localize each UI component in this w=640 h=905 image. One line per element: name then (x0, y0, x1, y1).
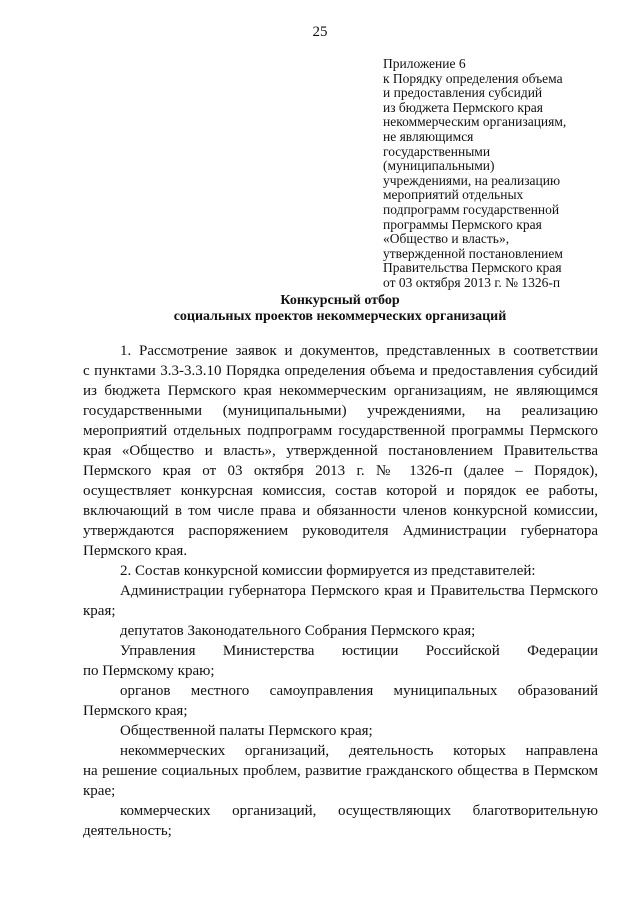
appendix-header (383, 57, 603, 291)
body-line: 2. Состав конкурсной комиссии формируется из представителей: (120, 563, 536, 579)
body-line: на решение социальных проблем, развитие гражданского общества в Пермском (83, 763, 598, 779)
page-number: 25 (312, 24, 328, 40)
body-line: Пермского края; (83, 703, 188, 719)
appendix-line: Приложение 6 (383, 56, 466, 71)
body-line: с пунктами 3.3-3.3.10 Порядка определения объема и предоставления субсидий (83, 363, 598, 379)
appendix-line: и предоставления субсидий (383, 85, 543, 101)
body-line: Пермского края. (83, 543, 188, 559)
body-line: края «Общество и власть», утвержденной постановлением Правительства (83, 443, 598, 459)
body-line: крае; (83, 783, 116, 799)
body-line: некоммерческих организаций, деятельность которых направлена (120, 743, 598, 759)
body-line: 1. Рассмотрение заявок и документов, представленных в соответствии (120, 343, 598, 359)
appendix-line: от 03 октября 2013 г. № 1326-п (383, 274, 561, 290)
appendix-line: не являющимся (383, 128, 474, 144)
body-line: коммерческих организаций, осуществляющих благотворительную (120, 803, 598, 819)
body-line: Администрации губернатора Пермского края и Правительства Пермского (120, 583, 598, 599)
body-line: из бюджета Пермского края некоммерческим организациям, не являющимся (83, 383, 598, 399)
body-line: края; (83, 603, 116, 619)
document-title: Конкурсный отбор (280, 293, 400, 308)
appendix-line: учреждениями, на реализацию (383, 172, 561, 188)
appendix-line: утвержденной постановлением (383, 245, 563, 261)
appendix-line: из бюджета Пермского края (383, 99, 543, 115)
body-line: Общественной палаты Пермского края; (120, 723, 373, 739)
appendix-line: (муниципальными) (383, 158, 495, 174)
body-line: осуществляет конкурсная комиссия, состав которой и порядок ее работы, (83, 483, 598, 499)
body-line: утверждаются распоряжением руководителя Администрации губернатора (83, 523, 598, 539)
body-line: Управления Министерства юстиции Российской Федерации (120, 643, 598, 659)
appendix-line: подпрограмм государственной (383, 201, 560, 217)
body-line: мероприятий отдельных подпрограмм государственной программы Пермского (83, 423, 598, 439)
body-line: органов местного самоуправления муниципальных образований (120, 683, 598, 699)
body-line: Пермского края от 03 октября 2013 г. № 1326-п (далее – Порядок), (83, 463, 598, 479)
body-line: деятельность; (83, 823, 172, 839)
body-line: по Пермскому краю; (83, 663, 215, 679)
appendix-line: некоммерческим организациям, (383, 114, 567, 130)
body-line: государственными (муниципальными) учреждениями, на реализацию (83, 403, 598, 419)
appendix-line: к Порядку определения объема (383, 70, 563, 86)
appendix-line: государственными (383, 143, 491, 159)
appendix-line: «Общество и власть», (383, 231, 510, 247)
document-subtitle: социальных проектов некоммерческих организаций (173, 309, 507, 324)
appendix-line: Правительства Пермского края (383, 260, 562, 276)
body-line: включающий в том числе права и обязанности членов конкурсной комиссии, (83, 503, 598, 519)
appendix-line: мероприятий отдельных (383, 187, 524, 203)
appendix-line: программы Пермского края (383, 216, 542, 232)
body-line: депутатов Законодательного Собрания Пермского края; (120, 623, 476, 639)
